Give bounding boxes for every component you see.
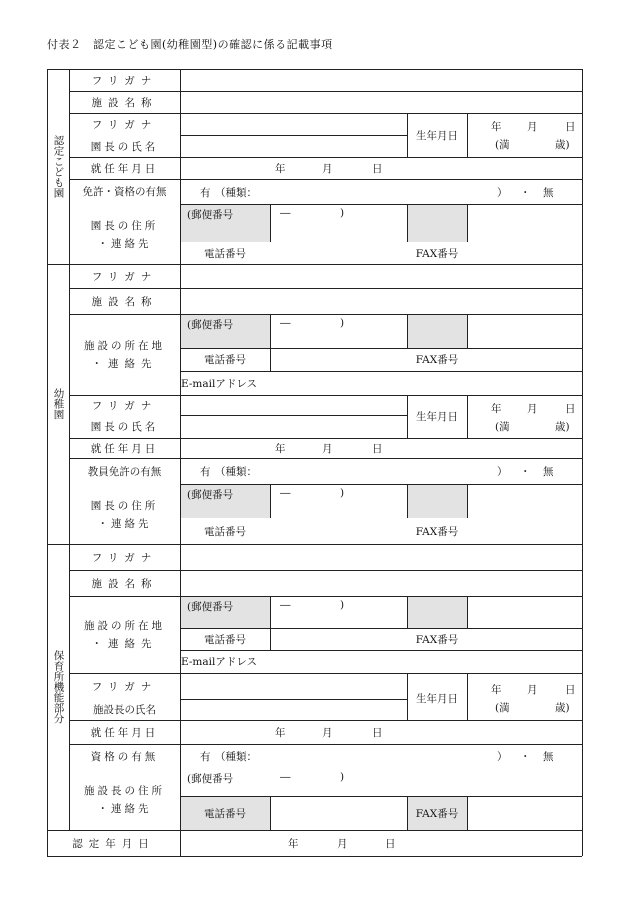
furigana-label: フリガナ	[91, 270, 158, 283]
fax-input[interactable]	[467, 348, 582, 371]
rule-line	[467, 204, 468, 242]
phone-input[interactable]	[270, 348, 407, 371]
date-input[interactable]	[180, 720, 582, 744]
fax-input[interactable]	[467, 242, 582, 264]
fax-label: FAX番号	[415, 807, 459, 820]
date-day: 日	[372, 727, 383, 739]
postcode-dash: ―	[280, 207, 291, 219]
facility-location-label	[69, 314, 180, 395]
phone-input[interactable]	[270, 518, 407, 544]
email-label: E-mailアドレス	[181, 656, 258, 668]
age-close: 歳)	[555, 421, 570, 433]
birthdate-label: 生年月日	[416, 411, 458, 423]
date-day: 日	[565, 121, 576, 133]
date-day: 日	[565, 684, 576, 696]
birthdate-label: 生年月日	[416, 129, 458, 142]
umu-yes: 有	[200, 186, 211, 199]
rule-line	[407, 204, 408, 242]
head-furigana-label: フリガナ	[91, 680, 158, 693]
location-label-line1: 施設の所在地	[84, 620, 165, 632]
director-address-label	[69, 204, 180, 264]
address-label-line1: 施設長の住所	[84, 784, 165, 797]
facility-location-label	[69, 596, 180, 673]
fax-input[interactable]	[467, 796, 582, 830]
date-day: 日	[372, 163, 383, 175]
age-close: 歳)	[555, 702, 570, 714]
license-label: 免許・資格の有無	[82, 186, 167, 198]
email-input[interactable]	[270, 650, 582, 673]
umu-close: ）	[497, 186, 508, 199]
fax-label-cell	[407, 314, 467, 348]
umu-close: ）	[497, 751, 508, 763]
email-label: E-mailアドレス	[181, 377, 258, 390]
head-address-label	[69, 768, 180, 830]
address-label-line2: ・連絡先	[97, 237, 152, 250]
postcode-dash: ―	[280, 317, 291, 329]
director-name-input[interactable]	[180, 395, 407, 438]
certification-date-input[interactable]	[180, 830, 582, 856]
director-furigana-label: フリガナ	[91, 399, 158, 412]
address-label-line2: ・連絡先	[97, 802, 152, 815]
appointment-date-label: 就任年月日	[90, 726, 159, 739]
phone-label: 電話番号	[204, 633, 246, 646]
page-title: 付表２ 認定こども園(幼稚園型)の確認に係る記載事項	[47, 38, 333, 51]
postcode-dash: ―	[280, 771, 291, 783]
date-month: 月	[337, 838, 348, 850]
age-close: 歳)	[555, 139, 570, 151]
furigana-label: フリガナ	[91, 74, 158, 87]
rule-line	[270, 484, 271, 518]
umu-yes: 有	[200, 466, 211, 478]
fax-label: FAX番号	[415, 354, 459, 366]
facility-name-label: 施設名称	[91, 295, 158, 308]
postcode-label: (郵便番号	[187, 319, 234, 331]
date-month: 月	[322, 443, 333, 455]
umu-dot: ・	[520, 751, 531, 763]
address-label-line1: 園長の住所	[90, 219, 159, 232]
appointment-date-label: 就任年月日	[90, 162, 159, 175]
umu-kind: （種類：	[215, 466, 257, 478]
rule-line	[180, 204, 582, 205]
date-year: 年	[275, 163, 286, 175]
phone-label: 電話番号	[204, 807, 246, 820]
fax-input[interactable]	[467, 518, 582, 544]
postcode-dash: ―	[280, 599, 291, 611]
date-year: 年	[491, 403, 502, 415]
appointment-date-label: 就任年月日	[90, 442, 159, 455]
rule-line	[407, 314, 408, 348]
section-kodomoen: 認定こども園	[52, 135, 65, 198]
date-month: 月	[322, 727, 333, 739]
director-name-input[interactable]	[180, 113, 407, 157]
umu-no: 無	[543, 751, 554, 763]
postcode-close: )	[340, 317, 345, 329]
postcode-label: (郵便番号	[187, 601, 234, 613]
date-month: 月	[527, 684, 538, 696]
date-input[interactable]	[180, 157, 582, 179]
section-hoikusho: 保育所機能部分	[52, 650, 65, 724]
qualification-label: 資格の有無	[90, 750, 159, 763]
location-label-line2: ・連絡先	[91, 638, 158, 650]
fax-input[interactable]	[467, 628, 582, 650]
date-day: 日	[565, 403, 576, 415]
facility-name-input[interactable]	[180, 288, 582, 314]
furigana-input[interactable]	[180, 544, 582, 570]
facility-name-input[interactable]	[180, 570, 582, 596]
date-year: 年	[491, 684, 502, 696]
location-label-line2: ・連絡先	[91, 358, 158, 370]
date-year: 年	[275, 443, 286, 455]
age-open: (満	[495, 139, 510, 151]
fax-label-cell	[407, 204, 467, 242]
umu-dot: ・	[520, 466, 531, 478]
date-year: 年	[491, 121, 502, 133]
certification-date-label: 認定年月日	[72, 837, 155, 850]
fax-label: FAX番号	[415, 633, 459, 646]
rule-line	[467, 314, 468, 348]
director-name-label: 園長の氏名	[90, 421, 159, 433]
date-day: 日	[372, 443, 383, 455]
rule-line	[270, 204, 271, 242]
head-name-label: 施設長の氏名	[93, 704, 156, 716]
fax-label-cell	[407, 596, 467, 628]
rule-line	[180, 484, 582, 485]
date-month: 月	[527, 121, 538, 133]
facility-name-label: 施設名称	[91, 96, 158, 109]
fax-label-cell	[407, 484, 467, 518]
umu-kind: （種類：	[215, 751, 257, 763]
furigana-input[interactable]	[180, 264, 582, 288]
phone-label: 電話番号	[204, 354, 246, 366]
postcode-dash: ―	[280, 487, 291, 499]
date-year: 年	[288, 838, 299, 850]
director-name-label: 園長の氏名	[90, 140, 159, 153]
rule-line	[407, 484, 408, 518]
date-year: 年	[275, 727, 286, 739]
date-month: 月	[527, 403, 538, 415]
phone-input[interactable]	[270, 796, 407, 830]
postcode-close: )	[340, 487, 345, 499]
postcode-label: (郵便番号	[187, 773, 234, 785]
director-address-label	[69, 484, 180, 544]
age-open: (満	[495, 421, 510, 433]
postcode-close: )	[340, 771, 345, 783]
postcode-label: (郵便番号	[187, 209, 234, 221]
date-month: 月	[322, 163, 333, 175]
phone-input[interactable]	[270, 628, 407, 650]
facility-name-input[interactable]	[180, 91, 582, 113]
location-label-line1: 施設の所在地	[84, 340, 165, 352]
date-day: 日	[385, 838, 396, 850]
phone-label: 電話番号	[204, 525, 246, 538]
rule-line	[467, 484, 468, 518]
phone-label: 電話番号	[204, 247, 246, 260]
umu-dot: ・	[520, 186, 531, 199]
postcode-label: (郵便番号	[187, 489, 234, 501]
head-name-input[interactable]	[180, 673, 407, 720]
address-label-line2: ・連絡先	[97, 517, 152, 530]
director-furigana-label: フリガナ	[91, 118, 158, 131]
postcode-close: )	[340, 207, 345, 219]
umu-no: 無	[543, 466, 554, 478]
umu-no: 無	[543, 186, 554, 199]
birthdate-label: 生年月日	[416, 692, 458, 705]
date-input[interactable]	[180, 438, 582, 458]
teacher-license-label: 教員免許の有無	[87, 465, 162, 478]
umu-yes: 有	[200, 751, 211, 763]
postcode-close: )	[340, 599, 345, 611]
section-yochien: 幼稚園	[52, 388, 65, 420]
age-open: (満	[495, 702, 510, 714]
rule-line	[467, 596, 468, 628]
fax-label: FAX番号	[415, 525, 459, 538]
facility-name-label: 施設名称	[91, 577, 158, 590]
umu-close: ）	[497, 466, 508, 478]
fax-label: FAX番号	[415, 247, 459, 260]
furigana-label: フリガナ	[91, 551, 158, 564]
phone-input[interactable]	[270, 242, 407, 264]
furigana-input[interactable]	[180, 69, 582, 91]
email-input[interactable]	[270, 371, 582, 395]
address-label-line1: 園長の住所	[90, 499, 159, 512]
umu-kind: （種類：	[215, 186, 257, 199]
rule-line	[407, 596, 408, 628]
